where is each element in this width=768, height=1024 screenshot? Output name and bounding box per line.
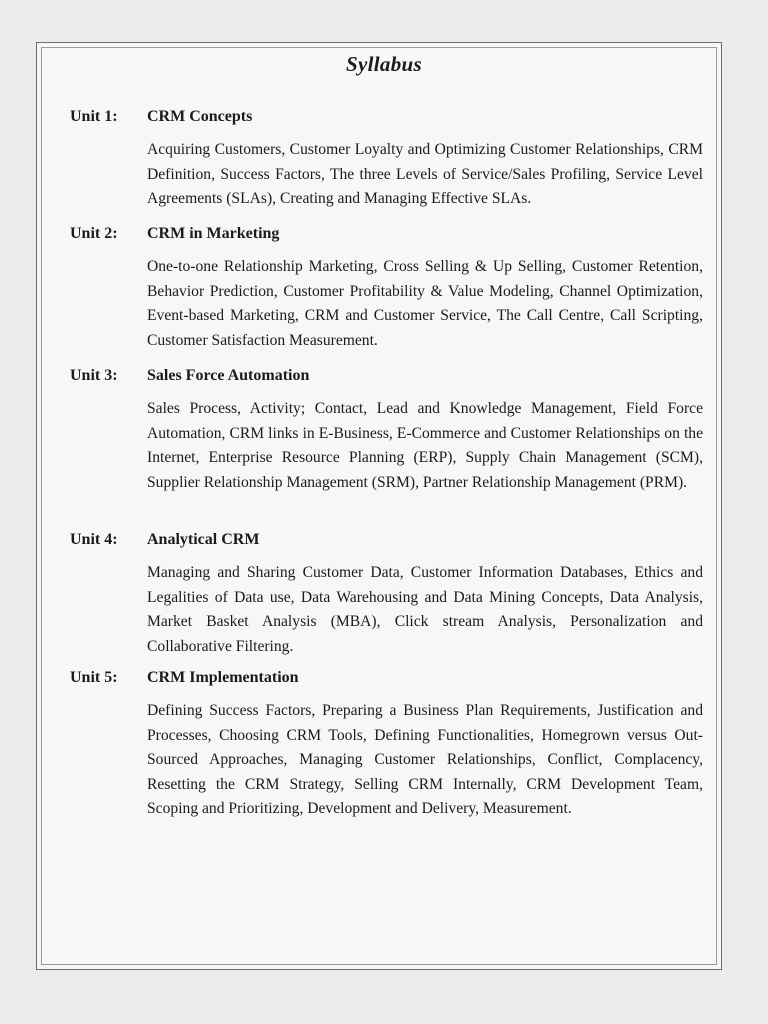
- unit-5-label: Unit 5:: [70, 669, 118, 686]
- unit-3-title: Sales Force Automation: [147, 367, 310, 384]
- unit-4-label: Unit 4:: [70, 531, 118, 548]
- unit-4-title: Analytical CRM: [147, 531, 260, 548]
- unit-3-label: Unit 3:: [70, 367, 118, 384]
- unit-4-description: Managing and Sharing Customer Data, Customer Information Databases, Ethics and Legalities of Data use, Data Warehousing and Data Mining Concepts, Data Analysis, Market Basket Analysis (MBA), Click stream Analysis, Personalization and Collaborative Filtering.: [147, 564, 703, 655]
- unit-1-label: Unit 1:: [70, 108, 118, 125]
- unit-5-description: Defining Success Factors, Preparing a Business Plan Requirements, Justification and Processes, Choosing CRM Tools, Defining Functionalities, Homegrown versus Out-Sourced Approaches, Managing Customer Relationships, Conflict, Complacency, Resetting the CRM Strategy, Selling CRM Internally, CRM Development Team, Scoping and Prioritizing, Development and Delivery, Measurement.: [147, 702, 703, 817]
- unit-5-title: CRM Implementation: [147, 669, 299, 686]
- unit-2-label: Unit 2:: [70, 225, 118, 242]
- unit-1-description: Acquiring Customers, Customer Loyalty and Optimizing Customer Relationships, CRM Definition, Success Factors, The three Levels of Service/Sales Profiling, Service Level Agreements (SLAs), Creating and Managing Effective SLAs.: [147, 141, 703, 207]
- unit-1-title: CRM Concepts: [147, 108, 253, 125]
- page-title: Syllabus: [346, 52, 422, 76]
- unit-2-description: One-to-one Relationship Marketing, Cross Selling & Up Selling, Customer Retention, Behavior Prediction, Customer Profitability & Value Modeling, Channel Optimization, Event-based Marketing, CRM and Customer Service, The Call Centre, Call Scripting, Customer Satisfaction Measurement.: [147, 258, 703, 349]
- unit-3-description: Sales Process, Activity; Contact, Lead and Knowledge Management, Field Force Automation, CRM links in E-Business, E-Commerce and Customer Relationships on the Internet, Enterprise Resource Planning (ERP), Supply Chain Management (SCM), Supplier Relationship Management (SRM), Partner Relationship Management (PRM).: [147, 400, 703, 491]
- unit-2-title: CRM in Marketing: [147, 225, 280, 242]
